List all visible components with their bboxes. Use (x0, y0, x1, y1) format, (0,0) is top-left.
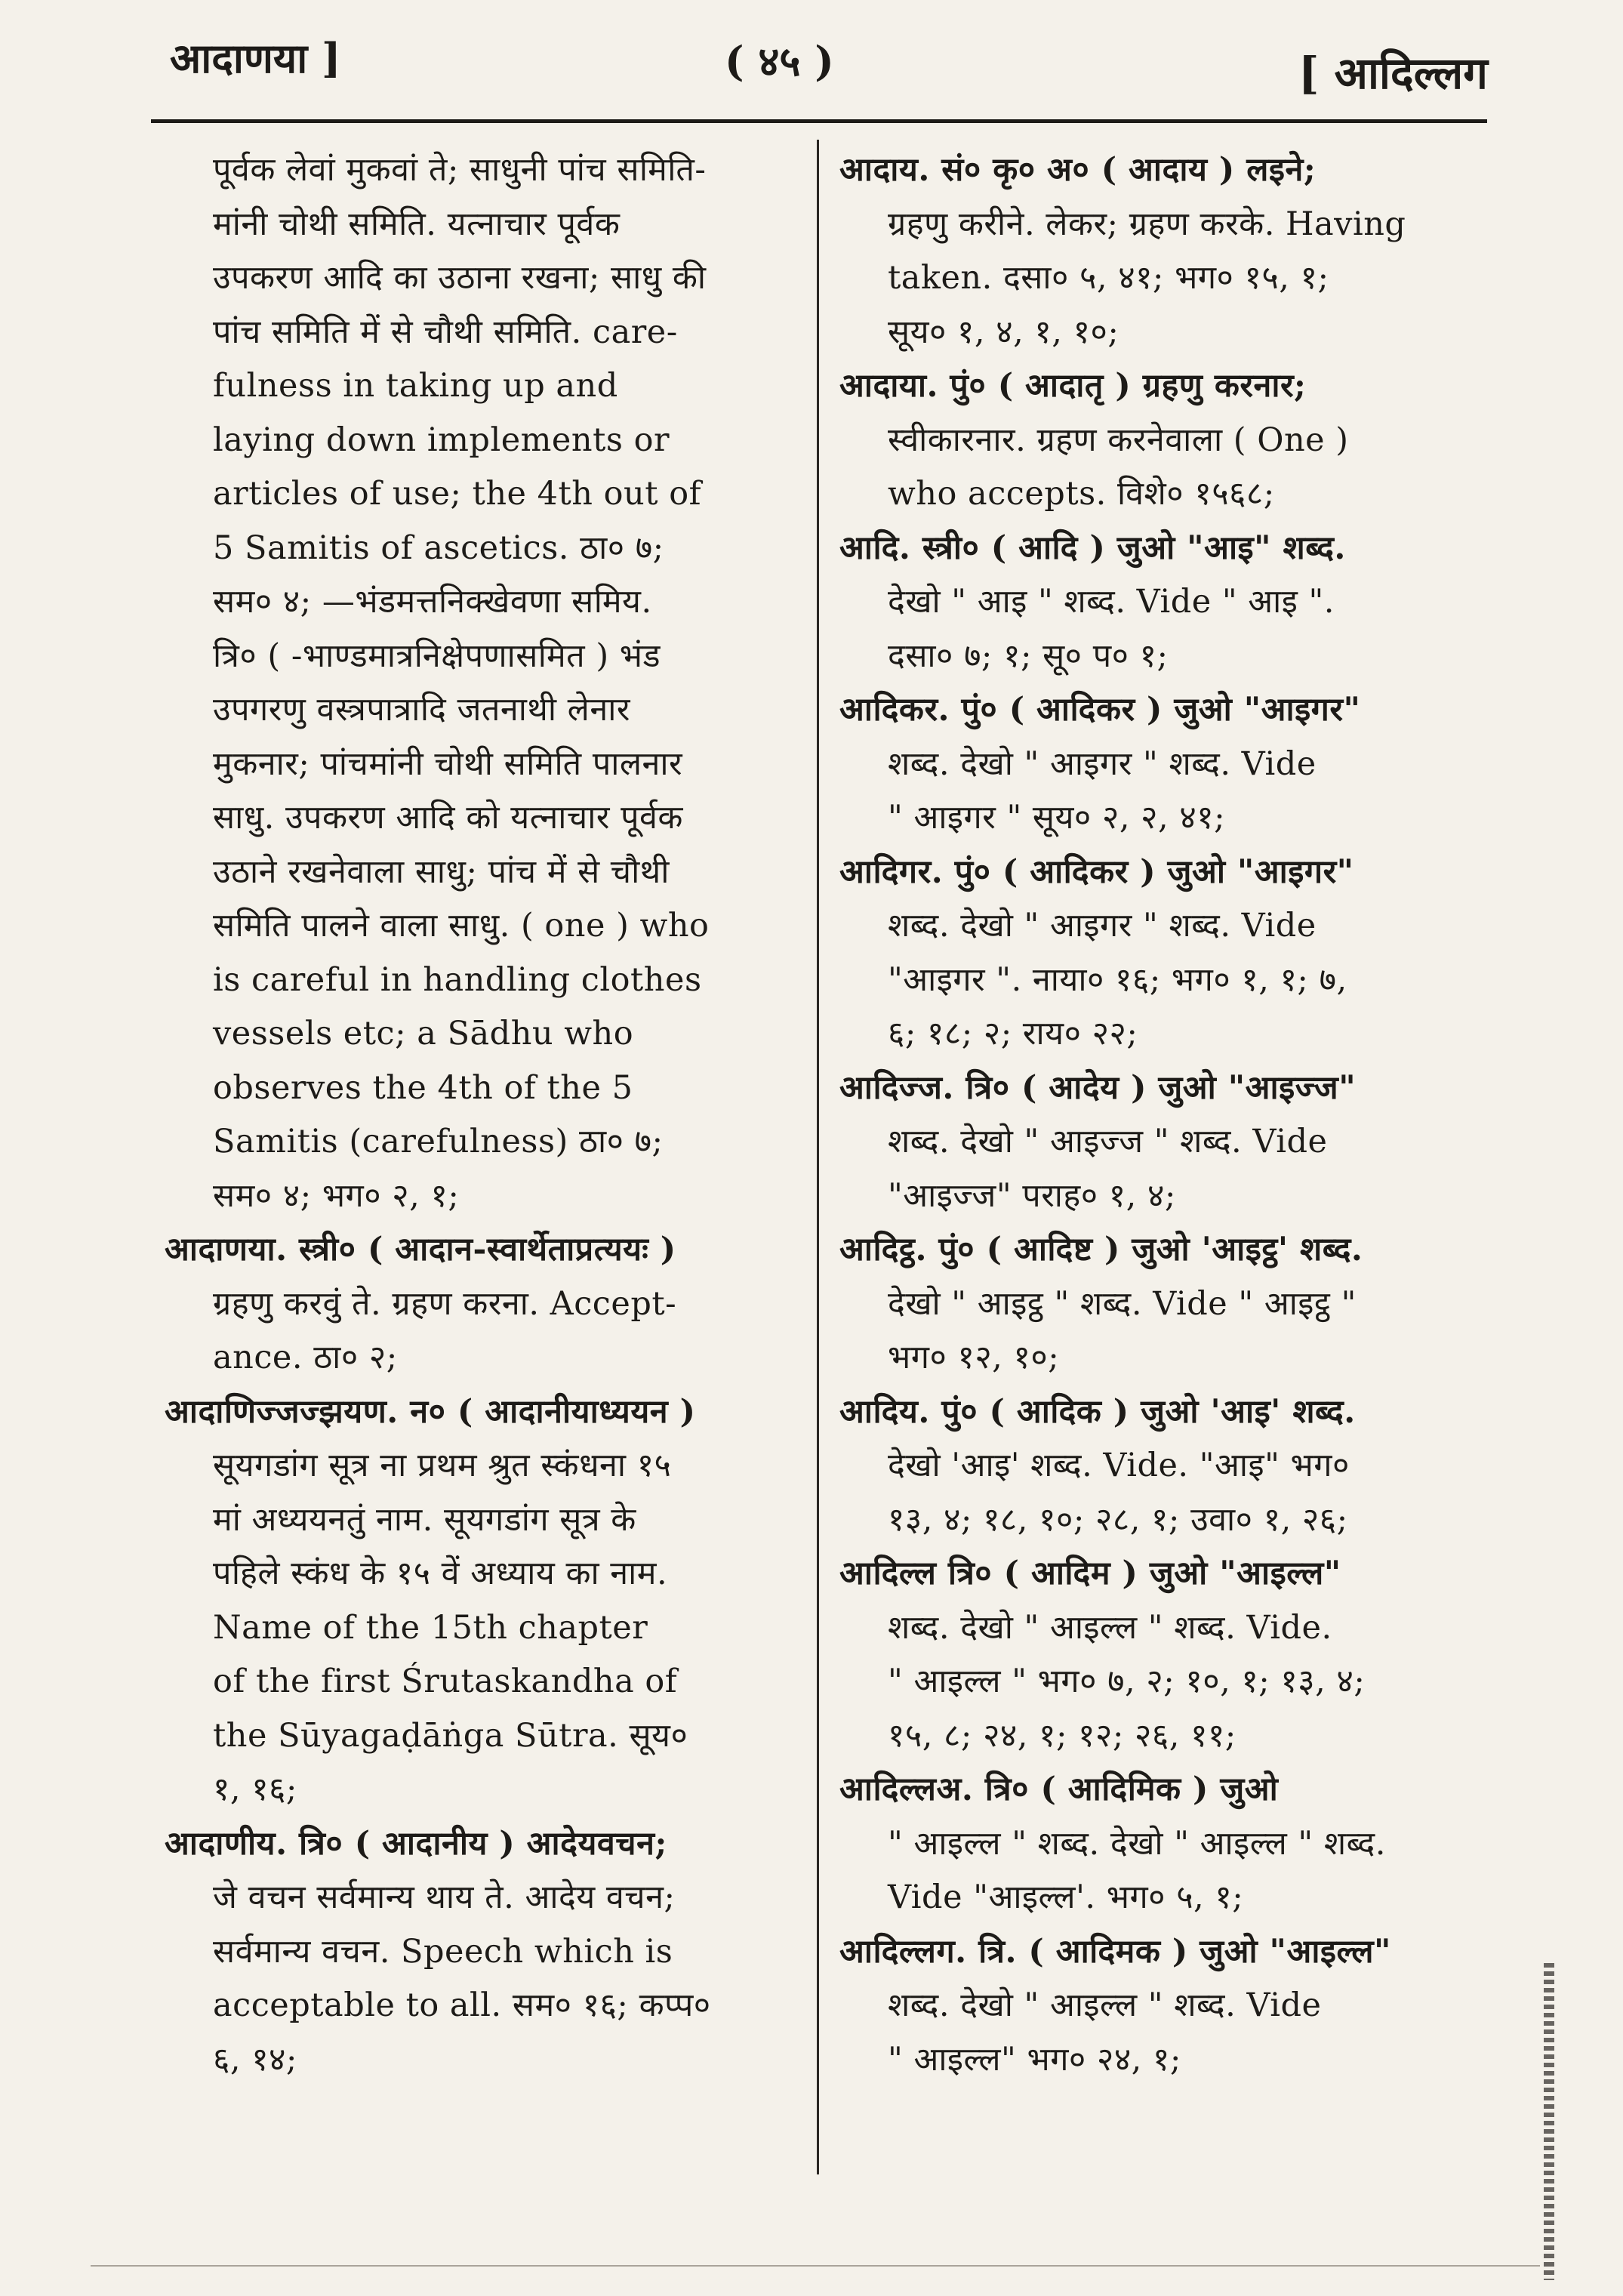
right-text-line: "आइगर ". नाया० १६; भग० १, १; ७, (888, 960, 1347, 999)
left-text-line: Name of the 15th chapter (213, 1608, 648, 1647)
header-left-guide-word: आदाणया ] (170, 34, 341, 82)
column-divider (817, 140, 819, 2174)
left-text-line: त्रि० ( -भाण्डमात्रनिक्षेपणासमित ) भंड (213, 636, 661, 675)
left-text-line: ग्रहणु करवुं ते. ग्रहण करना. Accept- (213, 1284, 677, 1323)
left-text-line: observes the 4th of the 5 (213, 1068, 633, 1107)
right-entry-headword-line: आदिकर. पुं० ( आदिकर ) जुओ "आइगर" (839, 691, 1361, 729)
right-text-line: शब्द. देखो " आइज्ज " शब्द. Vide (888, 1123, 1328, 1160)
right-text-line: १३, ४; १८, १०; २८, १; उवा० १, २६; (888, 1500, 1348, 1539)
left-text-line: उठाने रखनेवाला साधु; पांच में से चौथी (213, 852, 670, 891)
right-text-line: " आइल्ल" भग० २४, १; (888, 2040, 1181, 2079)
left-column (165, 143, 806, 2087)
right-entry-headword-line: आदाया. पुं० ( आदातृ ) ग्रहणु करनार; (839, 367, 1307, 405)
right-text-line: देखो " आइट्ठ " शब्द. Vide " आइट्ठ " (888, 1284, 1357, 1323)
right-entry-headword-line: आदिय. पुं० ( आदिक ) जुओ 'आइ' शब्द. (839, 1392, 1356, 1431)
right-text-line: देखो " आइ " शब्द. Vide " आइ ". (888, 583, 1335, 621)
left-text-line: जे वचन सर्वमान्य थाय ते. आदेय वचन; (213, 1878, 676, 1916)
scan-edge-mark (1544, 1963, 1554, 2280)
left-text-line: Samitis (carefulness) ठा० ७; (213, 1123, 664, 1160)
right-entry-headword-line: आदिल्लग. त्रि. ( आदिमक ) जुओ "आइल्ल" (839, 1932, 1391, 1971)
scan-bottom-line (91, 2265, 1540, 2267)
right-text-line: who accepts. विशे० १५६८; (888, 475, 1275, 513)
left-text-line: is careful in handling clothes (213, 960, 702, 999)
left-text-line: laying down implements or (213, 421, 670, 459)
left-text-line: मां अध्ययनतुं नाम. सूयगडांग सूत्र के (213, 1500, 636, 1539)
right-text-line: "आइज्ज" पराह० १, ४; (888, 1176, 1176, 1215)
right-text-line: शब्द. देखो " आइल्ल " शब्द. Vide (888, 1986, 1322, 2024)
left-entry-headword-line: आदाणया. स्त्री० ( आदान-स्वार्थेताप्रत्ययः ) (165, 1231, 676, 1268)
page-number: ( ४५ ) (725, 37, 834, 85)
right-text-line: ग्रहणु करीने. लेकर; ग्रहण करके. Having (888, 205, 1406, 243)
right-entry-headword-line: आदिल्ल त्रि० ( आदिम ) जुओ "आइल्ल" (839, 1555, 1341, 1592)
right-column (839, 143, 1481, 2087)
right-entry-headword-line: आदिट्ठ. पुं० ( आदिष्ट ) जुओ 'आइट्ठ' शब्द. (839, 1231, 1363, 1268)
right-entry-headword-line: आदाय. सं० कृ० अ० ( आदाय ) लइने; (839, 151, 1317, 189)
left-entry-headword-line: आदाणीय. त्रि० ( आदानीय ) आदेयवचन; (165, 1824, 667, 1863)
left-text-line: पांच समिति में से चौथी समिति. care- (213, 313, 678, 351)
left-text-line: 5 Samitis of ascetics. ठा० ७; (213, 529, 664, 567)
left-text-line: ६, १४; (213, 2040, 297, 2079)
left-text-line: उपकरण आदि का उठाना रखना; साधु की (213, 259, 707, 297)
left-column-lines (165, 143, 806, 2087)
left-text-line: सर्वमान्य वचन. Speech which is (213, 1932, 673, 1971)
right-text-line: " आइगर " सूय० २, २, ४१; (888, 799, 1226, 837)
left-text-line: of the first Śrutaskandha of (213, 1663, 678, 1700)
left-entry-headword-line: आदाणिज्जज्झयण. न० ( आदानीयाध्ययन ) (165, 1392, 696, 1431)
right-text-line: देखो 'आइ' शब्द. Vide. "आइ" भग० (888, 1447, 1350, 1484)
right-text-line: भग० १२, १०; (888, 1339, 1060, 1376)
left-text-line: मुकनार; पांचमांनी चोथी समिति पालनार (213, 744, 683, 783)
right-entry-headword-line: आदिगर. पुं० ( आदिकर ) जुओ "आइगर" (839, 852, 1354, 891)
left-text-line: ance. ठा० २; (213, 1339, 398, 1376)
right-text-line: सूय० १, ४, १, १०; (888, 313, 1119, 351)
left-text-line: vessels etc; a Sādhu who (213, 1015, 634, 1052)
left-text-line: १, १६; (213, 1771, 297, 1808)
right-text-line: ६; १८; २; राय० २२; (888, 1015, 1138, 1052)
right-text-line: " आइल्ल " शब्द. देखो " आइल्ल " शब्द. (888, 1824, 1386, 1863)
right-entry-headword-line: आदिज्ज. त्रि० ( आदेय ) जुओ "आइज्ज" (839, 1068, 1357, 1107)
left-text-line: पूर्वक लेवां मुकवां ते; साधुनी पांच समिति- (213, 151, 707, 189)
left-text-line: acceptable to all. सम० १६; कप्प० (213, 1986, 711, 2024)
left-text-line: साधु. उपकरण आदि को यत्नाचार पूर्वक (213, 799, 683, 837)
right-text-line: शब्द. देखो " आइगर " शब्द. Vide (888, 907, 1317, 945)
left-text-line: पहिले स्कंध के १५ वें अध्याय का नाम. (213, 1555, 668, 1592)
right-text-line: दसा० ७; १; सू० प० १; (888, 636, 1169, 675)
right-entry-headword-line: आदि. स्त्री० ( आदि ) जुओ "आइ" शब्द. (839, 529, 1346, 567)
right-text-line: शब्द. देखो " आइल्ल " शब्द. Vide. (888, 1608, 1332, 1647)
left-text-line: fulness in taking up and (213, 367, 618, 405)
left-text-line: सम० ४; —भंडमत्तनिक्खेवणा समिय. (213, 583, 652, 621)
left-text-line: सम० ४; भग० २, १; (213, 1176, 460, 1215)
left-text-line: समिति पालने वाला साधु. ( one ) who (213, 907, 710, 945)
right-text-line: Vide "आइल्ल'. भग० ५, १; (888, 1878, 1244, 1916)
right-text-line: १५, ८; २४, १; १२; २६, ११; (888, 1716, 1236, 1755)
left-text-line: the Sūyagaḍāṅga Sūtra. सूय० (213, 1716, 688, 1755)
header-rule (151, 119, 1487, 123)
right-text-line: " आइल्ल " भग० ७, २; १०, १; १३, ४; (888, 1663, 1366, 1700)
left-text-line: उपगरणु वस्त्रपात्रादि जतनाथी लेनार (213, 691, 630, 729)
right-text-line: taken. दसा० ५, ४१; भग० १५, १; (888, 259, 1329, 297)
header-right-guide-word: [ आदिल्लग (1298, 48, 1488, 99)
left-text-line: मांनी चोथी समिति. यत्नाचार पूर्वक (213, 205, 621, 243)
right-text-line: स्वीकारनार. ग्रहण करनेवाला ( One ) (888, 421, 1349, 459)
right-text-line: शब्द. देखो " आइगर " शब्द. Vide (888, 744, 1317, 783)
right-column-lines (839, 143, 1481, 2087)
left-text-line: सूयगडांग सूत्र ना प्रथम श्रुत स्कंधना १५ (213, 1447, 672, 1484)
left-text-line: articles of use; the 4th out of (213, 475, 701, 513)
right-entry-headword-line: आदिल्लअ. त्रि० ( आदिमिक ) जुओ (839, 1771, 1279, 1808)
